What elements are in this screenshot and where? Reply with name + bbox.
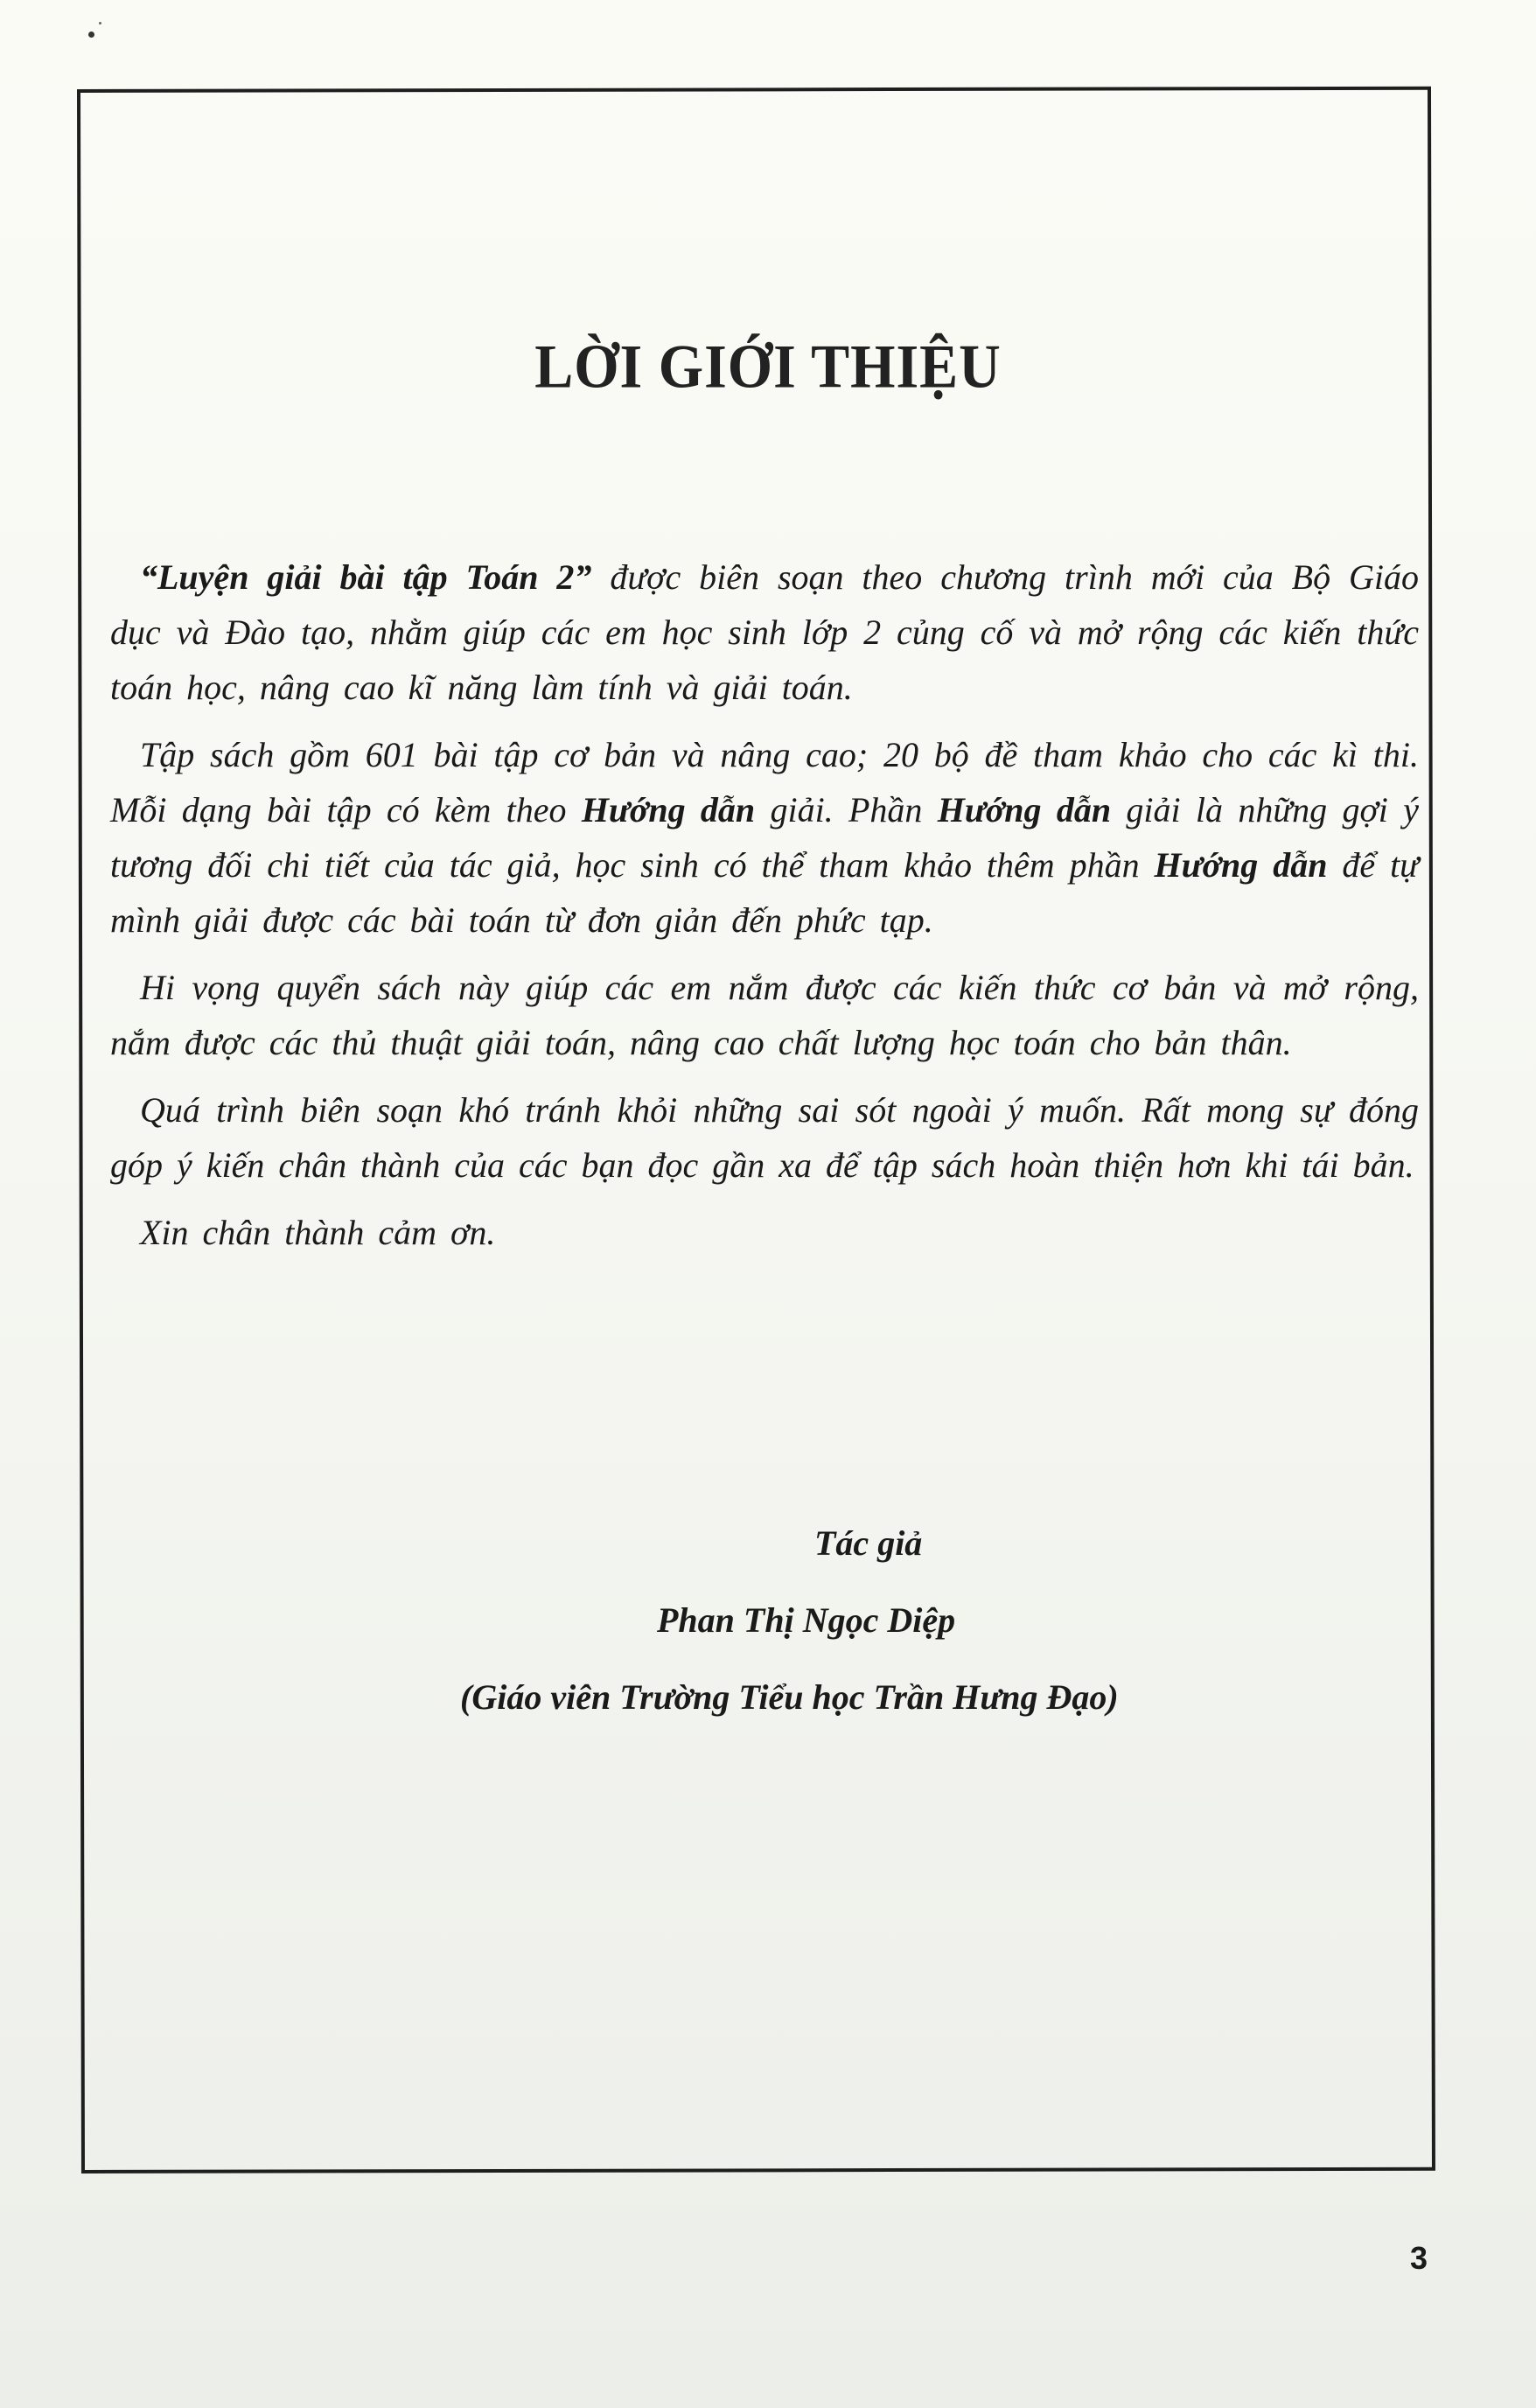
signature-affiliation: (Giáo viên Trường Tiểu học Trần Hưng Đạo) (460, 1677, 1119, 1717)
page-title: LỜI GIỚI THIỆU (534, 332, 1002, 402)
preface-body (110, 550, 1419, 1272)
guide-term: Hướng dẫn (937, 790, 1112, 830)
signature-author-name: Phan Thị Ngọc Diệp (657, 1600, 956, 1640)
paragraph-contents-text-2: giải. Phần (755, 790, 938, 830)
paragraph-hope: Hi vọng quyển sách này giúp các em nắm được các kiến thức cơ bản và mở rộng, nắm được các thủ thuật giải toán, nâng cao chất lượng học toán cho bản thân. (110, 968, 1419, 1062)
paragraph-intro (110, 550, 1419, 715)
paragraph-intro-text: được biên soạn theo chương trình mới của Bộ Giáo dục và Đào tạo, nhằm giúp các em học sinh lớp 2 củng cố và mở rộng các kiến thức toán học, nâng cao kĩ năng làm tính và giải toán. (110, 557, 1419, 707)
print-speck (88, 32, 94, 38)
paragraph-contents-text-1: Tập sách gồm 601 bài tập cơ bản và nâng cao; 20 bộ đề tham khảo cho các kì thi. Mỗi dạng bài tập có kèm theo (110, 735, 1419, 830)
print-speck-small (99, 22, 101, 24)
paragraph-contents-text-3: giải là những gợi ý tương đối chi tiết của tác giả, học sinh có thể tham khảo thêm phần (110, 790, 1419, 885)
page-number: 3 (1410, 2240, 1428, 2276)
signature-role: Tác giả (814, 1523, 923, 1563)
paragraph-feedback: Quá trình biên soạn khó tránh khỏi những sai sót ngoài ý muốn. Rất mong sự đóng góp ý kiến chân thành của các bạn đọc gần xa để tập sách hoàn thiện hơn khi tái bản. (110, 1090, 1419, 1185)
paragraph-contents-text-4: để tự mình giải được các bài toán từ đơn giản đến phức tạp. (110, 845, 1419, 940)
book-title: “Luyện giải bài tập Toán 2” (140, 557, 592, 597)
paragraph-contents (110, 727, 1419, 948)
paragraph-thanks: Xin chân thành cảm ơn. (140, 1213, 496, 1252)
guide-term: Hướng dẫn (581, 790, 756, 830)
guide-term: Hướng dẫn (1154, 845, 1328, 885)
